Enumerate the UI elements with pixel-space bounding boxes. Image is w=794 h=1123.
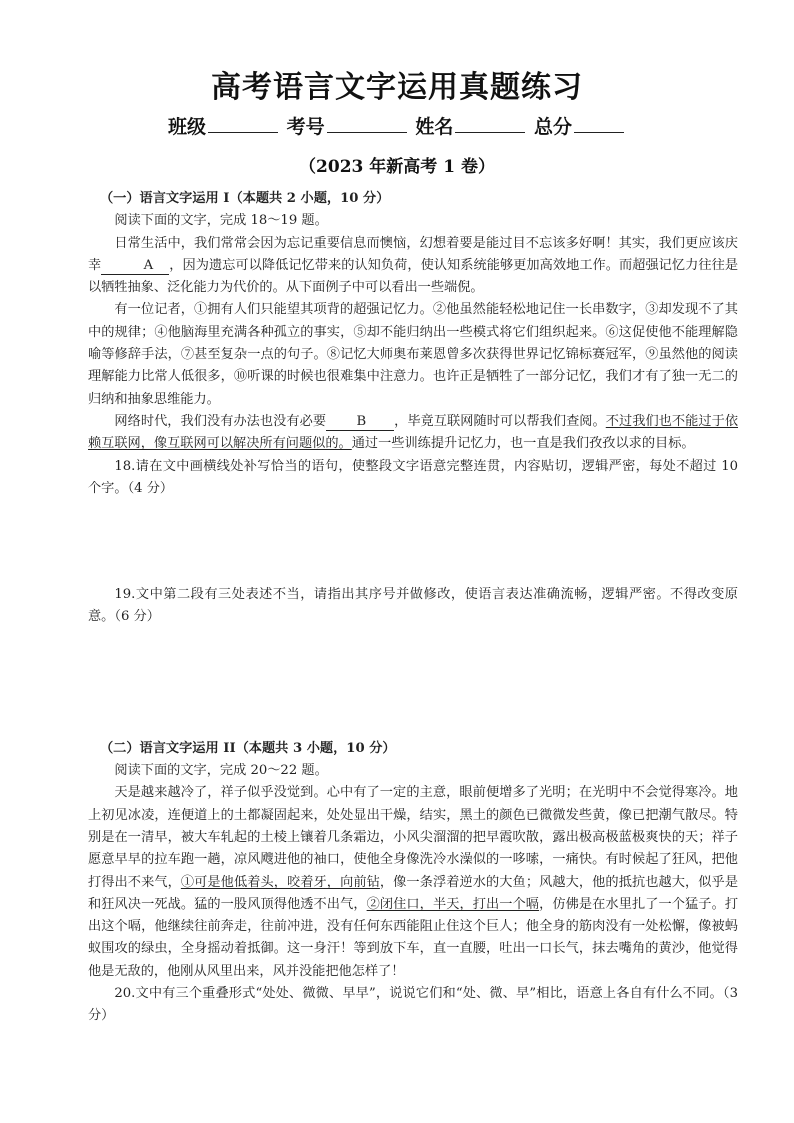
question-20: 20.文中有三个重叠形式“处处、微微、早早”，说说它们和“处、微、早”相比，语意上各自有什么不同。（3 分） xyxy=(88,986,738,1024)
underlined-phrase-2: ②闭住口，半天，打出一个嗝 xyxy=(366,896,540,912)
underlined-sentence: 不过我们也不能过于依赖互联网，像互联网可以解决所有问题似的。 xyxy=(88,413,739,452)
number-label: 考号 xyxy=(286,116,325,138)
score-blank[interactable] xyxy=(574,114,624,133)
name-label: 姓名 xyxy=(415,116,454,138)
student-info-fields xyxy=(0,112,794,139)
section1-heading: （一）语言文字运用 I（本题共 2 小题，10 分） xyxy=(100,191,390,206)
section2-intro: 阅读下面的文字，完成 20～22 题。 xyxy=(114,763,328,779)
section1-intro: 阅读下面的文字，完成 18～19 题。 xyxy=(114,213,328,229)
exam-content xyxy=(88,188,738,1028)
class-label: 班级 xyxy=(168,116,207,138)
number-blank[interactable] xyxy=(327,114,407,133)
answer-space-19[interactable] xyxy=(88,629,738,738)
blank-a[interactable]: A xyxy=(101,258,169,275)
question-19: 19.文中第二段有三处表述不当，请指出其序号并做修改，使语言表达准确流畅，逻辑严密。不得改变原意。（6 分） xyxy=(88,587,738,625)
blank-b[interactable]: B xyxy=(326,414,394,431)
section1-paragraph-1: 日常生活中，我们常常会因为忘记重要信息而懊恼，幻想着要是能过目不忘该多好啊！其实，我们更应该庆幸 A ，因为遗忘可以降低记忆带来的认知负荷，使认知系统能够更加高效地工作。而超强记忆力往往是以牺牲抽象、泛化能力为代价的。从下面例子中可以看出一些端倪。 xyxy=(88,235,739,296)
section1-paragraph-2: 有一位记者，①拥有人们只能望其项背的超强记忆力。②他虽然能轻松地记住一长串数字，③却发现不了其中的规律；④他脑海里充满各种孤立的事实，⑤却不能归纳出一些模式将它们组织起来。⑥这促使他不能理解隐喻等修辞手法，⑦甚至复杂一点的句子。⑧记忆大师奥布莱恩曾多次获得世界记忆锦标赛冠军，⑨虽然他的阅读理解能力比常人低很多，⑩听课的时候也很难集中注意力。也许正是牺牲了一部分记忆，我们才有了独一无二的归纳和抽象思维能力。 xyxy=(88,302,738,407)
name-blank[interactable] xyxy=(455,114,525,133)
section2-heading: （二）语言文字运用 II（本题共 3 小题，10 分） xyxy=(100,740,396,756)
class-blank[interactable] xyxy=(208,114,278,133)
page-title: 高考语言文字运用真题练习 xyxy=(211,70,583,105)
exam-subtitle: （2023 年新高考 1 卷） xyxy=(299,157,495,177)
score-label: 总分 xyxy=(533,116,572,138)
underlined-phrase-1: ①可是他低着头，咬着牙，向前钻 xyxy=(180,874,380,890)
answer-space-18[interactable] xyxy=(88,500,738,584)
question-18: 18.请在文中画横线处补写恰当的语句，使整段文字语意完整连贯，内容贴切，逻辑严密，每处不超过 10 个字。（4 分） xyxy=(88,458,738,496)
section2-paragraph-1: 天是越来越冷了，祥子似乎没觉到。心中有了一定的主意，眼前便增多了光明；在光明中不会觉得寒冷。地上初见冰凌，连便道上的土都凝固起来，处处显出干燥，结实，黑土的颜色已微微发些黄，像已把潮气散尽。特别是在一清早，被大车轧起的土棱上镶着几条霜边，小风尖溜溜的把早霞吹散，露出极高极蓝极爽快的天；祥子愿意早早的拉车跑一趟，凉风飕进他的袖口，使他全身像洗冷水澡似的一哆嗦，一痛快。有时候起了狂风，把他打得出不来气，①可是他低着头，咬着牙，向前钻，像一条浮着逆水的大鱼；风越大，他的抵抗也越大，似乎是和狂风决一死战。猛的一股风顶得他透不出气，②闭住口，半天，打出一个嗝，仿佛是在水里扎了一个猛子。打出这个嗝，他继续往前奔走，往前冲进，没有任何东西能阻止住这个巨人；他全身的筋肉没有一处松懈，像被蚂蚁围攻的绿虫，全身摇动着抵御。这一身汗！等到放下车，直一直腰，吐出一口长气，抹去嘴角的黄沙，他觉得他是无敌的，他刚从风里出来，风并没能把他怎样了！ xyxy=(88,785,739,979)
section1-paragraph-3: 网络时代，我们没有办法也没有必要 B ，毕竟互联网随时可以帮我们查阅。不过我们也不能过于依赖互联网，像互联网可以解决所有问题似的。通过一些训练提升记忆力，也一直是我们孜孜以求的目标。 xyxy=(88,413,739,452)
